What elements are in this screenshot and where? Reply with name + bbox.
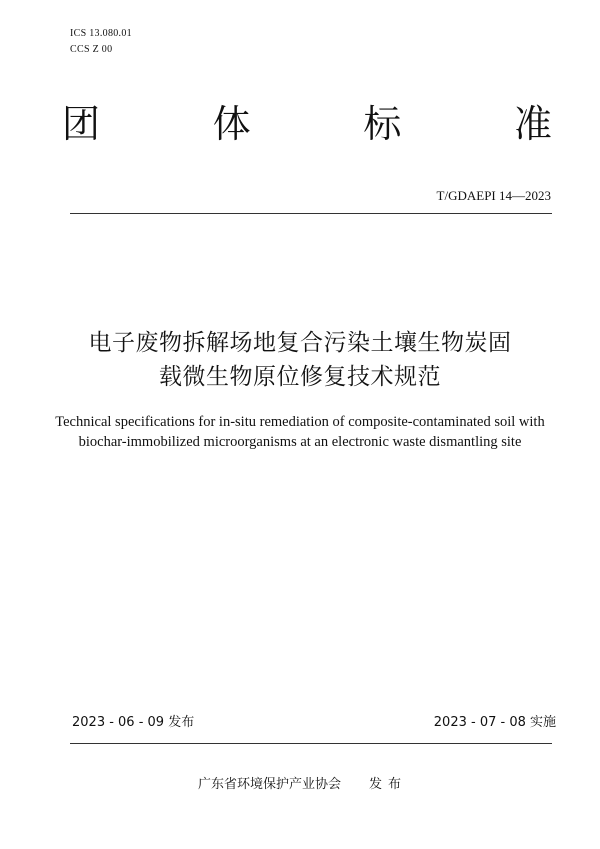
- ics-code: ICS 13.080.01: [70, 28, 132, 39]
- publisher-action: 发布: [369, 777, 408, 792]
- publish-date: 2023 - 06 - 09 发布: [72, 715, 195, 730]
- english-title-line-1: Technical specifications for in-situ remediation of composite-contaminated soil with: [55, 414, 545, 430]
- chinese-title: [0, 326, 600, 394]
- title-char-1: 团: [62, 102, 101, 146]
- document-type-title: [62, 100, 552, 148]
- title-char-3: 标: [363, 102, 402, 146]
- implement-date: 2023 - 07 - 08 实施: [433, 715, 556, 730]
- chinese-title-line-2: 载微生物原位修复技术规范: [159, 364, 441, 390]
- publisher-line: [198, 776, 407, 794]
- chinese-title-line-1: 电子废物拆解场地复合污染土壤生物炭固: [88, 330, 512, 356]
- ccs-code: CCS Z 00: [70, 44, 113, 55]
- title-char-2: 体: [212, 102, 251, 146]
- top-divider: [70, 213, 552, 214]
- bottom-divider: [70, 743, 552, 744]
- english-title-line-2: biochar-immobilized microorganisms at an electronic waste dismantling site: [78, 434, 522, 450]
- title-char-4: 准: [513, 102, 552, 146]
- publisher-name: 广东省环境保护产业协会: [198, 777, 342, 792]
- english-title: [0, 412, 600, 452]
- standard-number: T/GDAEPI 14—2023: [436, 188, 551, 203]
